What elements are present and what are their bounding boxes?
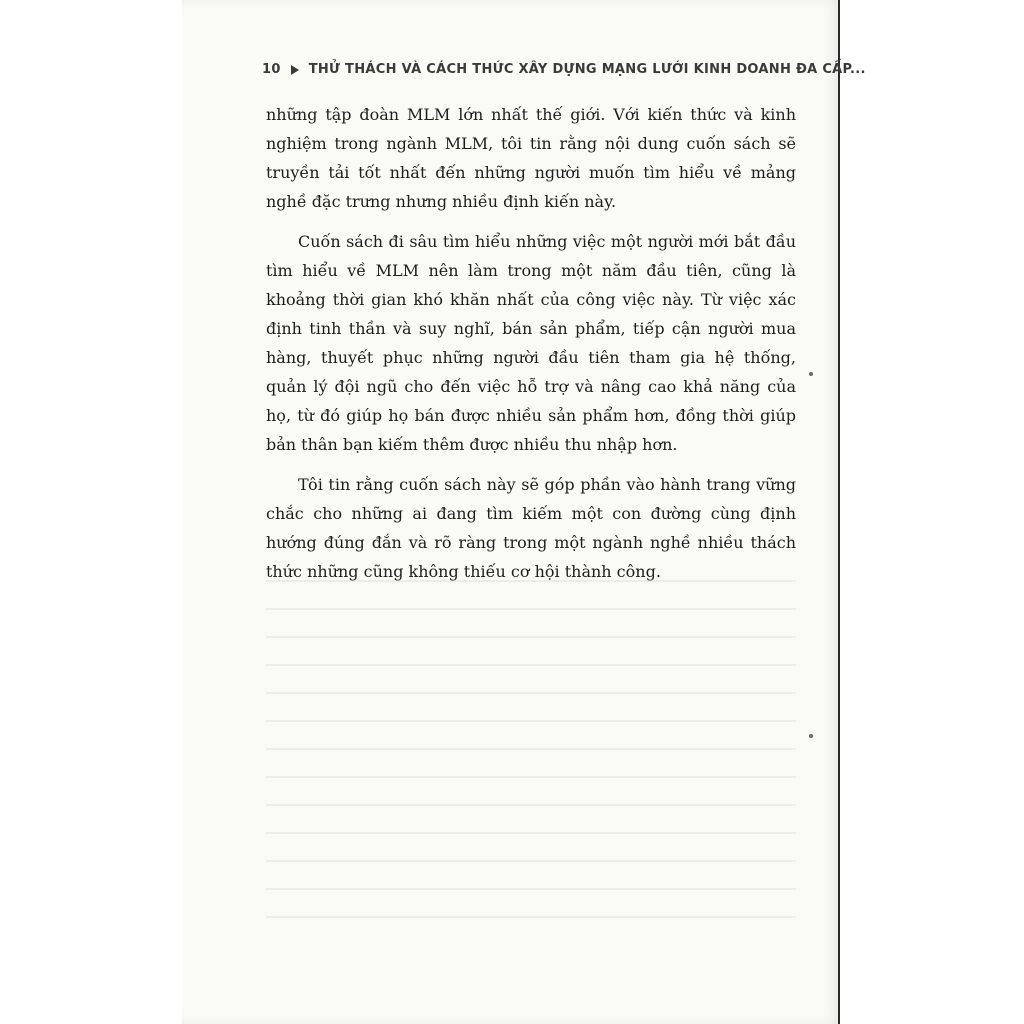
running-title: THỬ THÁCH VÀ CÁCH THỨC XÂY DỰNG MẠNG LƯỚI KINH DOANH ĐA CẤP... [308, 62, 866, 77]
show-through-line [266, 832, 796, 834]
show-through-line [266, 748, 796, 750]
speck-mark [809, 372, 813, 376]
show-through-line [266, 776, 796, 778]
paragraph-1: những tập đoàn MLM lớn nhất thế giới. Với kiến thức và kinh nghiệm trong ngành MLM, tôi tin rằng nội dung cuốn sách sẽ truyền tải tốt nhất đến những người muốn tìm hiểu về mảng nghề đặc trưng nhưng nhiều định kiến này. [266, 105, 796, 211]
show-through-line [266, 636, 796, 638]
show-through-line [266, 888, 796, 890]
triangle-right-icon [291, 65, 299, 75]
book-page [182, 0, 866, 1024]
show-through-line [266, 608, 796, 610]
page-number: 10 [262, 62, 281, 77]
running-header [262, 62, 866, 77]
show-through-line [266, 664, 796, 666]
show-through-line [266, 692, 796, 694]
show-through-line [266, 804, 796, 806]
paragraph-2: Cuốn sách đi sâu tìm hiểu những việc một người mới bắt đầu tìm hiểu về MLM nên làm trong một năm đầu tiên, cũng là khoảng thời gian khó khăn nhất của công việc này. Từ việc xác định tinh thần và suy nghĩ, bán sản phẩm, tiếp cận người mua hàng, thuyết phục những người đầu tiên tham gia hệ thống, quản lý đội ngũ cho đến việc hỗ trợ và nâng cao khả năng của họ, từ đó giúp họ bán được nhiều sản phẩm hơn, đồng thời giúp bản thân bạn kiếm thêm được nhiều thu nhập hơn. [266, 232, 796, 454]
paragraph-3: Tôi tin rằng cuốn sách này sẽ góp phần vào hành trang vững chắc cho những ai đang tìm kiếm một con đường cùng định hướng đúng đắn và rõ ràng trong một ngành nghề nhiều thách thức những cũng không thiếu cơ hội thành công. [266, 475, 796, 581]
show-through-line [266, 860, 796, 862]
show-through-line [266, 720, 796, 722]
body-text [266, 100, 796, 597]
speck-mark [809, 734, 813, 738]
show-through-area [266, 580, 796, 960]
show-through-line [266, 916, 796, 918]
